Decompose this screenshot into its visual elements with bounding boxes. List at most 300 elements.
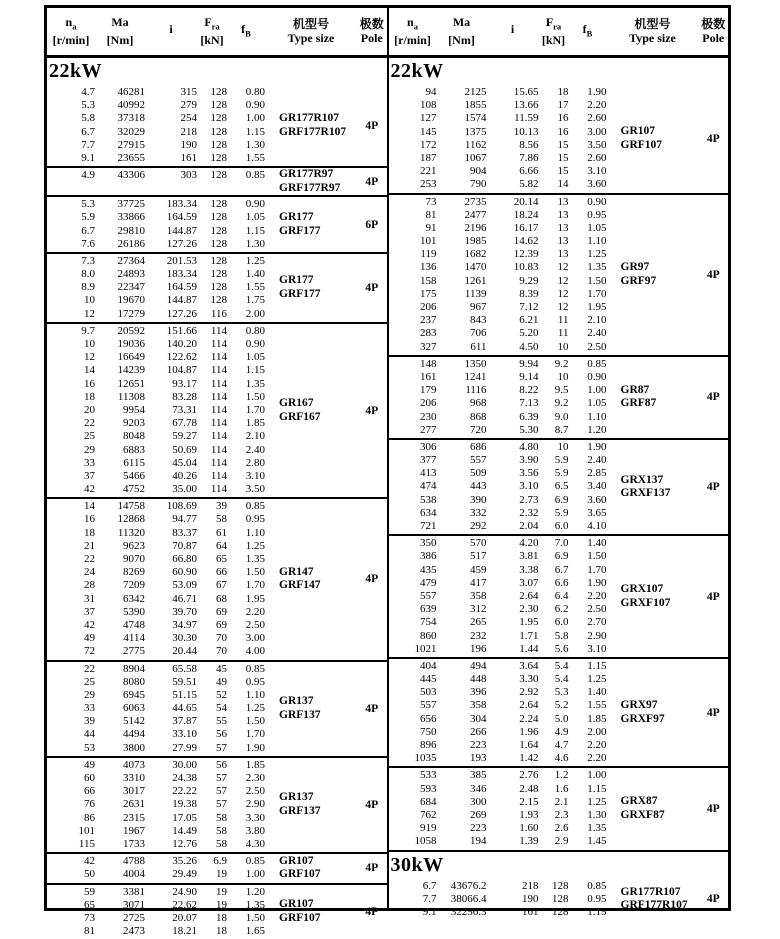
data-row [389, 248, 607, 261]
type-size-label [607, 659, 699, 767]
cell-ma: 358 [437, 590, 487, 603]
data-row [47, 444, 265, 457]
data-row [389, 424, 607, 437]
cell-i: 20.14 [487, 196, 539, 209]
cell-na: 6.7 [47, 126, 95, 139]
cell-fb: 3.10 [569, 643, 607, 656]
cell-i: 303 [145, 169, 197, 182]
cell-ma: 7209 [95, 579, 145, 592]
cell-ma: 3800 [95, 742, 145, 755]
type-size-line: GR107 [279, 898, 357, 912]
pole-label: 4P [699, 659, 729, 767]
cell-i: 1.64 [487, 739, 539, 752]
cell-ma: 20592 [95, 325, 145, 338]
col-header-fb: $f_B$ [227, 23, 265, 41]
cell-ma: 11308 [95, 391, 145, 404]
cell-na: 474 [389, 480, 437, 493]
pole-label: 4P [357, 758, 387, 852]
cell-fb: 1.35 [227, 553, 265, 566]
col-header-i: i [487, 23, 539, 41]
group-rows [389, 659, 607, 767]
data-row [389, 906, 607, 919]
cell-ma: 443 [437, 480, 487, 493]
pole-label: 4P [699, 85, 729, 193]
data-row [47, 281, 265, 294]
cell-fra: 18 [539, 86, 569, 99]
pole-label: 4P [357, 885, 387, 939]
cell-ma: 417 [437, 577, 487, 590]
cell-na: 44 [47, 728, 95, 741]
cell-na: 42 [47, 855, 95, 868]
cell-na: 50 [47, 868, 95, 881]
cell-fra: 12 [539, 275, 569, 288]
cell-fra: 58 [197, 812, 227, 825]
cell-i: 51.15 [145, 689, 197, 702]
cell-na: 148 [389, 358, 437, 371]
type-size-line: GRF107 [279, 868, 357, 882]
cell-ma: 706 [437, 327, 487, 340]
cell-ma: 6945 [95, 689, 145, 702]
cell-fra: 5.9 [539, 507, 569, 520]
cell-fb: 2.40 [569, 454, 607, 467]
section-title: 30kW [389, 852, 729, 879]
cell-na: 7.7 [47, 139, 95, 152]
ratio-group [389, 195, 729, 357]
cell-i: 218 [487, 880, 539, 893]
cell-fb: 1.95 [569, 301, 607, 314]
cell-fra: 55 [197, 715, 227, 728]
data-row [389, 673, 607, 686]
cell-fra: 65 [197, 553, 227, 566]
cell-ma: 1350 [437, 358, 487, 371]
cell-fb: 1.30 [569, 809, 607, 822]
cell-i: 122.62 [145, 351, 197, 364]
cell-fra: 114 [197, 364, 227, 377]
cell-fra: 58 [197, 838, 227, 851]
cell-fb: 3.50 [569, 139, 607, 152]
cell-i: 1.60 [487, 822, 539, 835]
cell-na: 22 [47, 417, 95, 430]
cell-i: 83.37 [145, 527, 197, 540]
type-size-line: GRF177R97 [279, 182, 357, 196]
type-size-label [265, 324, 357, 497]
type-size-line: GRF177 [279, 225, 357, 239]
cell-fra: 114 [197, 351, 227, 364]
type-size-label [265, 254, 357, 322]
ratio-group [47, 324, 387, 499]
type-size-line: GRF107 [279, 912, 357, 926]
cell-fb: 2.60 [569, 152, 607, 165]
cell-fra: 13 [539, 196, 569, 209]
cell-i: 12.39 [487, 248, 539, 261]
cell-na: 7.3 [47, 255, 95, 268]
cell-fra: 114 [197, 430, 227, 443]
group-rows [389, 768, 607, 849]
cell-fra: 128 [539, 906, 569, 919]
pole-label: 4P [699, 768, 729, 849]
cell-fra: 114 [197, 404, 227, 417]
cell-fra: 2.6 [539, 822, 569, 835]
cell-fb: 1.20 [227, 886, 265, 899]
type-size-line: GRXF137 [621, 487, 699, 501]
cell-ma: 27364 [95, 255, 145, 268]
cell-fra: 114 [197, 378, 227, 391]
group-rows [47, 324, 265, 497]
cell-na: 503 [389, 686, 437, 699]
type-size-line: GRF167 [279, 411, 357, 425]
cell-ma: 517 [437, 550, 487, 563]
data-row [47, 198, 265, 211]
ratio-group [389, 440, 729, 536]
cell-fra: 66 [197, 566, 227, 579]
cell-i: 70.87 [145, 540, 197, 553]
cell-i: 3.64 [487, 660, 539, 673]
cell-na: 12 [47, 308, 95, 321]
cell-fb: 1.50 [569, 550, 607, 563]
data-row [47, 689, 265, 702]
cell-fra: 18 [197, 912, 227, 925]
cell-ma: 17279 [95, 308, 145, 321]
cell-fb: 1.15 [569, 783, 607, 796]
cell-na: 59 [47, 886, 95, 899]
cell-i: 127.26 [145, 238, 197, 251]
type-size-line: GR97 [621, 261, 699, 275]
cell-i: 3.90 [487, 454, 539, 467]
data-row [47, 619, 265, 632]
type-size-label [607, 85, 699, 193]
pole-label: 4P [699, 536, 729, 657]
ratio-group [47, 499, 387, 661]
cell-ma: 26186 [95, 238, 145, 251]
cell-na: 4.9 [47, 169, 95, 182]
cell-fb: 0.85 [227, 663, 265, 676]
cell-na: 53 [47, 742, 95, 755]
data-row [389, 769, 607, 782]
cell-ma: 3017 [95, 785, 145, 798]
cell-ma: 312 [437, 603, 487, 616]
left-table-panel [47, 8, 389, 908]
cell-i: 4.20 [487, 537, 539, 550]
data-row [47, 593, 265, 606]
cell-ma: 967 [437, 301, 487, 314]
cell-fra: 5.9 [539, 454, 569, 467]
ratio-group [47, 168, 387, 197]
cell-fra: 114 [197, 457, 227, 470]
cell-i: 5.20 [487, 327, 539, 340]
col-header-fra: $F_{ra}$ [kN] [197, 16, 227, 47]
cell-na: 9.7 [47, 325, 95, 338]
data-row [47, 378, 265, 391]
cell-ma: 6883 [95, 444, 145, 457]
cell-na: 634 [389, 507, 437, 520]
cell-na: 4.7 [47, 86, 95, 99]
pole-label: 4P [357, 324, 387, 497]
cell-fb: 1.15 [569, 660, 607, 673]
cell-fb: 0.95 [227, 676, 265, 689]
cell-i: 2.30 [487, 603, 539, 616]
cell-fra: 19 [197, 886, 227, 899]
cell-fra: 128 [539, 893, 569, 906]
cell-fra: 13 [539, 209, 569, 222]
cell-i: 151.66 [145, 325, 197, 338]
pole-label: 4P [357, 168, 387, 195]
cell-fra: 58 [197, 825, 227, 838]
cell-ma: 1574 [437, 112, 487, 125]
cell-fb: 0.95 [569, 893, 607, 906]
cell-na: 277 [389, 424, 437, 437]
type-size-line: GRF137 [279, 709, 357, 723]
cell-na: 33 [47, 457, 95, 470]
cell-fb: 2.20 [569, 739, 607, 752]
cell-na: 206 [389, 397, 437, 410]
type-size-label [607, 440, 699, 534]
cell-fb: 1.25 [227, 702, 265, 715]
group-rows [389, 440, 607, 534]
cell-na: 7.6 [47, 238, 95, 251]
cell-fra: 2.3 [539, 809, 569, 822]
cell-i: 24.38 [145, 772, 197, 785]
cell-na: 5.3 [47, 198, 95, 211]
cell-fra: 128 [197, 99, 227, 112]
cell-ma: 448 [437, 673, 487, 686]
col-header-fra: $F_{ra}$ [kN] [539, 16, 569, 47]
group-rows [47, 168, 265, 195]
cell-ma: 3381 [95, 886, 145, 899]
cell-fb: 1.15 [569, 906, 607, 919]
right-table-panel [389, 8, 729, 908]
cell-i: 8.56 [487, 139, 539, 152]
cell-ma: 266 [437, 726, 487, 739]
cell-i: 2.24 [487, 713, 539, 726]
cell-na: 33 [47, 702, 95, 715]
cell-na: 179 [389, 384, 437, 397]
cell-na: 253 [389, 178, 437, 191]
cell-ma: 358 [437, 699, 487, 712]
cell-i: 33.10 [145, 728, 197, 741]
cell-na: 350 [389, 537, 437, 550]
cell-fb: 3.10 [227, 470, 265, 483]
cell-i: 35.26 [145, 855, 197, 868]
data-row [389, 275, 607, 288]
cell-i: 18.24 [487, 209, 539, 222]
cell-fb: 2.10 [569, 314, 607, 327]
data-row [47, 632, 265, 645]
cell-na: 86 [47, 812, 95, 825]
group-rows [47, 197, 265, 252]
cell-i: 73.31 [145, 404, 197, 417]
cell-fb: 1.70 [569, 564, 607, 577]
cell-fra: 1.6 [539, 783, 569, 796]
cell-ma: 4752 [95, 483, 145, 496]
data-row [47, 351, 265, 364]
cell-fra: 56 [197, 728, 227, 741]
cell-na: 81 [389, 209, 437, 222]
data-row [389, 222, 607, 235]
cell-i: 1.96 [487, 726, 539, 739]
cell-na: 593 [389, 783, 437, 796]
cell-na: 37 [47, 606, 95, 619]
cell-na: 25 [47, 676, 95, 689]
cell-na: 65 [47, 899, 95, 912]
data-row [389, 686, 607, 699]
data-row [47, 912, 265, 925]
cell-fra: 9.0 [539, 411, 569, 424]
data-row [389, 126, 607, 139]
data-row [389, 603, 607, 616]
col-header-fb: $f_B$ [569, 23, 607, 41]
cell-fb: 4.30 [227, 838, 265, 851]
cell-fra: 128 [197, 152, 227, 165]
cell-fb: 1.70 [227, 728, 265, 741]
cell-fra: 128 [539, 880, 569, 893]
cell-i: 161 [145, 152, 197, 165]
cell-fra: 114 [197, 391, 227, 404]
cell-ma: 1733 [95, 838, 145, 851]
cell-fb: 1.90 [569, 577, 607, 590]
cell-fb: 0.95 [227, 513, 265, 526]
cell-ma: 686 [437, 441, 487, 454]
cell-fb: 4.00 [227, 645, 265, 658]
cell-fra: 45 [197, 663, 227, 676]
cell-fra: 9.2 [539, 358, 569, 371]
data-row [389, 893, 607, 906]
cell-i: 1.71 [487, 630, 539, 643]
cell-fb: 2.70 [569, 616, 607, 629]
cell-i: 2.64 [487, 699, 539, 712]
cell-fra: 16 [539, 126, 569, 139]
cell-ma: 1985 [437, 235, 487, 248]
cell-ma: 1162 [437, 139, 487, 152]
cell-na: 16 [47, 513, 95, 526]
cell-i: 94.77 [145, 513, 197, 526]
cell-fra: 5.0 [539, 713, 569, 726]
cell-ma: 2735 [437, 196, 487, 209]
cell-fb: 1.35 [569, 261, 607, 274]
cell-i: 190 [487, 893, 539, 906]
cell-ma: 223 [437, 739, 487, 752]
cell-ma: 4788 [95, 855, 145, 868]
cell-na: 161 [389, 371, 437, 384]
cell-fb: 1.85 [227, 417, 265, 430]
data-row [389, 411, 607, 424]
cell-ma: 38066.4 [437, 893, 487, 906]
cell-fra: 128 [197, 238, 227, 251]
cell-na: 413 [389, 467, 437, 480]
data-row [47, 294, 265, 307]
cell-fb: 2.20 [569, 590, 607, 603]
cell-fb: 1.40 [569, 537, 607, 550]
cell-i: 13.66 [487, 99, 539, 112]
data-row [389, 835, 607, 848]
cell-ma: 223 [437, 822, 487, 835]
cell-na: 175 [389, 288, 437, 301]
left-table-body [47, 58, 387, 939]
group-rows [47, 854, 265, 882]
cell-i: 40.26 [145, 470, 197, 483]
cell-fra: 57 [197, 772, 227, 785]
cell-i: 12.76 [145, 838, 197, 851]
cell-fra: 61 [197, 527, 227, 540]
cell-na: 754 [389, 616, 437, 629]
cell-fb: 1.85 [227, 759, 265, 772]
ratio-group [47, 662, 387, 758]
cell-ma: 1116 [437, 384, 487, 397]
cell-fra: 4.7 [539, 739, 569, 752]
cell-fra: 128 [197, 126, 227, 139]
cell-fb: 0.85 [227, 855, 265, 868]
cell-fb: 4.10 [569, 520, 607, 533]
cell-na: 750 [389, 726, 437, 739]
cell-fb: 1.15 [227, 126, 265, 139]
cell-fra: 13 [539, 222, 569, 235]
data-row [47, 645, 265, 658]
cell-i: 59.27 [145, 430, 197, 443]
cell-i: 19.38 [145, 798, 197, 811]
cell-i: 190 [145, 139, 197, 152]
type-size-line: GR137 [279, 695, 357, 709]
cell-fb: 2.00 [569, 726, 607, 739]
cell-fra: 128 [197, 139, 227, 152]
cell-ma: 9070 [95, 553, 145, 566]
data-row [47, 855, 265, 868]
pole-label: 4P [357, 85, 387, 166]
cell-i: 14.62 [487, 235, 539, 248]
data-row [389, 783, 607, 796]
cell-fra: 57 [197, 785, 227, 798]
cell-fb: 1.55 [227, 152, 265, 165]
cell-fra: 56 [197, 759, 227, 772]
cell-ma: 9623 [95, 540, 145, 553]
cell-ma: 396 [437, 686, 487, 699]
cell-fb: 1.00 [569, 769, 607, 782]
cell-fb: 1.15 [227, 225, 265, 238]
cell-ma: 385 [437, 769, 487, 782]
cell-fra: 6.2 [539, 603, 569, 616]
cell-fra: 67 [197, 579, 227, 592]
cell-fb: 1.65 [227, 925, 265, 938]
col-header-pole: 极数 Pole [357, 18, 387, 45]
data-row [389, 314, 607, 327]
cell-fb: 1.90 [569, 86, 607, 99]
cell-fb: 2.80 [227, 457, 265, 470]
cell-i: 59.51 [145, 676, 197, 689]
cell-na: 435 [389, 564, 437, 577]
cell-i: 10.13 [487, 126, 539, 139]
cell-i: 218 [145, 126, 197, 139]
cell-na: 6.7 [47, 225, 95, 238]
group-rows [389, 85, 607, 193]
cell-fb: 1.50 [227, 715, 265, 728]
type-size-label [265, 758, 357, 852]
data-row [389, 726, 607, 739]
cell-fb: 2.85 [569, 467, 607, 480]
cell-i: 183.34 [145, 198, 197, 211]
data-row [47, 211, 265, 224]
cell-i: 2.76 [487, 769, 539, 782]
data-row [389, 550, 607, 563]
cell-fra: 64 [197, 540, 227, 553]
cell-i: 3.56 [487, 467, 539, 480]
cell-fb: 0.90 [569, 371, 607, 384]
type-size-line: GR167 [279, 397, 357, 411]
ratio-group [47, 854, 387, 884]
cell-fb: 1.05 [227, 351, 265, 364]
group-rows [47, 662, 265, 756]
type-size-label [607, 195, 699, 355]
cell-na: 721 [389, 520, 437, 533]
cell-i: 6.39 [487, 411, 539, 424]
cell-na: 91 [389, 222, 437, 235]
